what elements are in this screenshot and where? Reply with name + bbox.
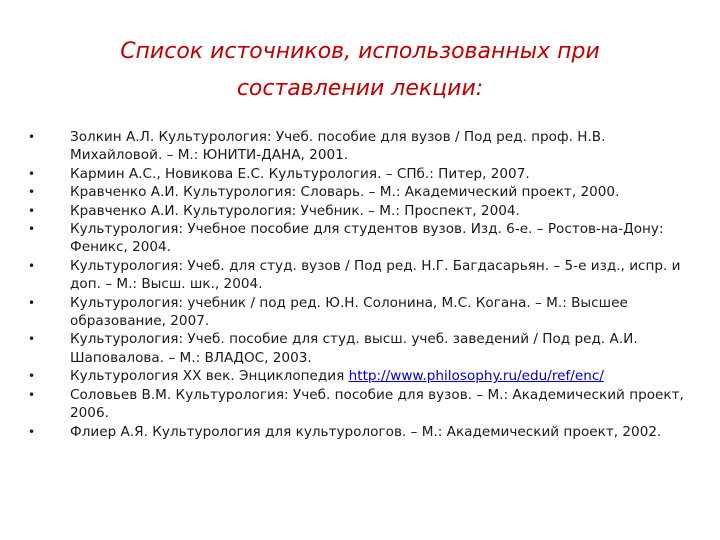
source-text: Соловьев В.М. Культурология: Учеб. пособие для вузов. – М.: Академический проект, 2006. xyxy=(70,386,684,422)
source-text: Культурология: учебник / под ред. Ю.Н. Солонина, М.С. Когана. – М.: Высшее образование, 2007. xyxy=(70,294,628,330)
list-item xyxy=(28,183,688,201)
list-item xyxy=(28,423,688,441)
list-item xyxy=(28,202,688,220)
list-item xyxy=(28,367,688,385)
title-line-2: составлении лекции: xyxy=(236,76,484,101)
source-text: Кравченко А.И. Культурология: Словарь. – М.: Академический проект, 2000. xyxy=(70,184,620,201)
source-text: Культурология: Учеб. пособие для студ. высш. учеб. заведений / Под ред. А.И. Шаповалова. – М.: ВЛАДОС, 2003. xyxy=(70,331,638,366)
bullet-icon: • xyxy=(28,369,36,384)
bullet-icon: • xyxy=(28,332,36,347)
list-item xyxy=(28,165,688,183)
source-text: Культурология XX век. Энциклопедия xyxy=(70,368,349,385)
bullet-icon: • xyxy=(28,166,36,181)
list-item xyxy=(28,294,688,331)
source-text: Флиер А.Я. Культурология для культурологов. – М.: Академический проект, 2002. xyxy=(70,423,662,440)
bullet-icon: • xyxy=(28,424,36,439)
source-text: Кармин А.С., Новикова Е.С. Культурология. – СПб.: Питер, 2007. xyxy=(70,165,530,182)
bullet-icon: • xyxy=(28,295,36,310)
sources-list xyxy=(28,128,688,441)
source-text: Культурология: Учеб. для студ. вузов / Под ред. Н.Г. Багдасарьян. – 5-е изд., испр. и доп. – М.: Высш. шк., 2004. xyxy=(70,257,681,293)
page-title xyxy=(60,33,660,107)
list-item xyxy=(28,220,688,257)
list-item xyxy=(28,386,688,423)
title-line-1: Список источников, использованных при xyxy=(120,39,600,64)
bullet-icon: • xyxy=(28,203,36,218)
bullet-icon: • xyxy=(28,258,36,273)
source-text: Культурология: Учебное пособие для студентов вузов. Изд. 6-е. – Ростов-на-Дону: Феникс, 2004. xyxy=(70,221,664,256)
bullet-icon: • xyxy=(28,387,36,402)
encyclopedia-link[interactable]: http://www.philosophy.ru/edu/ref/enc/ xyxy=(348,368,604,385)
source-text: Кравченко А.И. Культурология: Учебник. – М.: Проспект, 2004. xyxy=(70,202,520,219)
source-text: Золкин А.Л. Культурология: Учеб. пособие для вузов / Под ред. проф. Н.В. Михайловой. – М.: ЮНИТИ-ДАНА, 2001. xyxy=(70,129,606,164)
bullet-icon: • xyxy=(28,222,36,237)
bullet-icon: • xyxy=(28,130,36,144)
list-item xyxy=(28,257,688,294)
list-item xyxy=(28,330,688,367)
bullet-icon: • xyxy=(28,185,36,200)
list-item xyxy=(28,128,688,165)
